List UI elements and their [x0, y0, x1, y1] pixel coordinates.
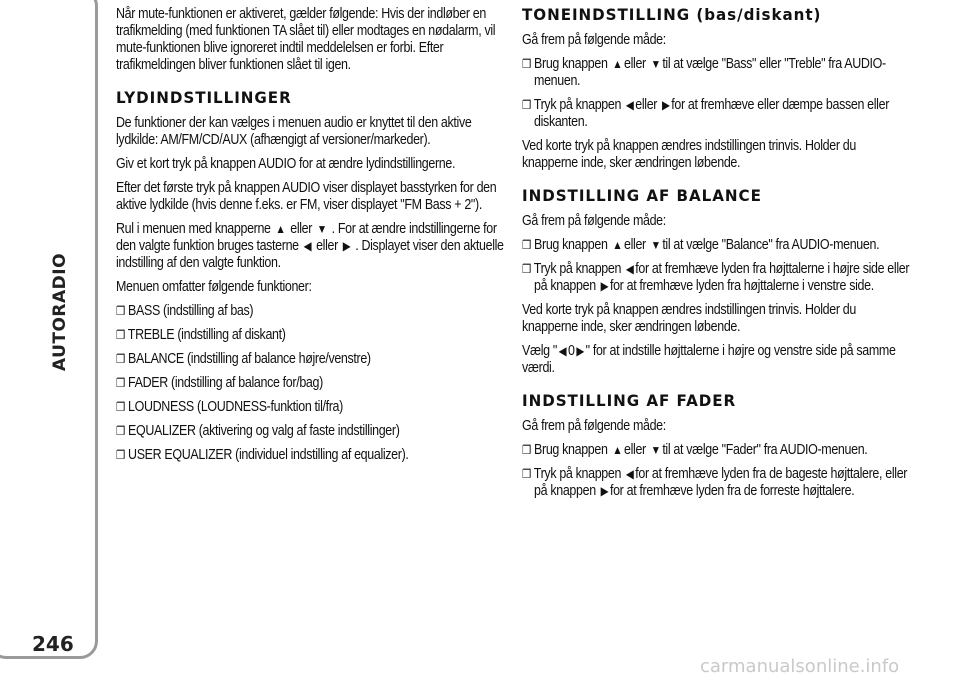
watermark: carmanualsonline.info	[700, 656, 900, 677]
text-fragment: Tryk på knappen	[533, 466, 622, 482]
list-item-text: BASS (indstilling af bas)	[128, 303, 254, 319]
checkbox-bullet-icon: ❒	[116, 304, 125, 318]
text-fragment: eller	[624, 442, 646, 458]
list-item	[522, 56, 913, 90]
text-fragment: til at vælge "Bass" eller "Treble" fra AUDIO-menuen.	[534, 56, 886, 89]
text-fragment: Brug knappen	[534, 56, 608, 72]
paragraph: Efter det første tryk på knappen AUDIO viser displayet basstyrken for den aktive lydkilde (hvis denne f.eks. er FM, viser displayet "FM Bass + 2").	[116, 180, 497, 213]
list-item-text: EQUALIZER (aktivering og valg af faste indstillinger)	[128, 423, 400, 439]
mute-paragraph: Når mute-funktionen er aktiveret, gælder følgende: Hvis der indløber en trafikmelding (med funktionen TA slået til) eller modtages en nødalarm, vil mute-funktionen blive ignoreret indtil meddelelsen er forbi. Efter trafikmeldingen bliver funktionen slået til igen.	[116, 6, 496, 73]
checkbox-bullet-icon: ❒	[116, 424, 125, 438]
checkbox-bullet-icon: ❒	[116, 328, 125, 342]
up-arrow-icon: ▲	[612, 57, 623, 71]
text-fragment: " for at indstille højttalerne i højre og venstre side på samme værdi.	[522, 343, 896, 376]
paragraph: Giv et kort tryk på knappen AUDIO for at ændre lydindstillingerne.	[116, 156, 456, 172]
list-item	[522, 466, 913, 500]
paragraph: Gå frem på følgende måde:	[522, 32, 666, 48]
text-fragment: til at vælge "Fader" fra AUDIO-menuen.	[662, 442, 868, 458]
checkbox-bullet-icon: ❒	[116, 400, 125, 414]
down-arrow-icon: ▼	[316, 222, 327, 236]
text-fragment: Vælg "	[522, 343, 557, 359]
list-item	[116, 423, 512, 440]
right-arrow-icon: ▶	[600, 279, 609, 293]
text-fragment: 0	[567, 343, 575, 359]
right-arrow-icon: ▶	[600, 484, 609, 498]
checkbox-bullet-icon: ❒	[116, 376, 125, 390]
down-arrow-icon: ▼	[650, 238, 661, 252]
down-arrow-icon: ▼	[650, 443, 661, 457]
page-number: 246	[32, 632, 74, 656]
left-arrow-icon: ◀	[558, 344, 567, 358]
text-fragment: . For at ændre indstillingerne for den valgte funktion bruges tasterne	[116, 221, 497, 254]
right-arrow-icon: ▶	[342, 239, 351, 253]
checkbox-bullet-icon: ❒	[522, 443, 531, 457]
text-fragment: . Displayet viser den aktuelle indstilling af den valgte funktion.	[116, 238, 504, 271]
left-arrow-icon: ◀	[625, 98, 634, 112]
list-item-text: TREBLE (indstilling af diskant)	[127, 327, 286, 343]
list-item	[522, 237, 913, 254]
paragraph: Ved korte tryk på knappen ændres indstillingen trinvis. Holder du knapperne inde, sker ændringen løbende.	[522, 302, 856, 335]
list-item	[522, 261, 913, 295]
list-item-text: LOUDNESS (LOUDNESS-funktion til/fra)	[128, 399, 343, 415]
text-fragment: for at fremhæve eller dæmpe bassen eller diskanten.	[534, 97, 890, 130]
text-fragment: eller	[624, 237, 646, 253]
text-fragment: for at fremhæve lyden fra højttalerne i højre side eller på knappen	[534, 261, 910, 294]
paragraph: Ved korte tryk på knappen ændres indstillingen trinvis. Holder du knapperne inde, sker ændringen løbende.	[522, 138, 856, 171]
text-fragment: eller	[316, 238, 338, 254]
text-fragment: for at fremhæve lyden fra de forreste højttalere.	[609, 483, 855, 499]
text-fragment: Tryk på knappen	[533, 261, 622, 277]
text-fragment: for at fremhæve lyden fra højttalerne i venstre side.	[609, 278, 874, 294]
checkbox-bullet-icon: ❒	[116, 352, 125, 366]
up-arrow-icon: ▲	[612, 443, 623, 457]
text-fragment: Brug knappen	[534, 442, 608, 458]
list-item	[116, 303, 512, 320]
section-heading-toneindstilling: TONEINDSTILLING (bas/diskant)	[522, 5, 822, 24]
list-item	[116, 399, 512, 416]
checkbox-bullet-icon: ❒	[522, 262, 531, 276]
checkbox-bullet-icon: ❒	[522, 467, 531, 481]
right-arrow-icon: ▶	[576, 344, 584, 358]
checkbox-bullet-icon: ❒	[116, 448, 125, 462]
left-column	[116, 6, 512, 471]
text-fragment: Tryk på knappen	[533, 97, 622, 113]
text-fragment: eller	[290, 221, 313, 237]
up-arrow-icon: ▲	[612, 238, 623, 252]
list-item	[116, 327, 512, 344]
checkbox-bullet-icon: ❒	[522, 57, 531, 71]
paragraph: Gå frem på følgende måde:	[522, 418, 666, 434]
checkbox-bullet-icon: ❒	[522, 238, 531, 252]
list-item	[116, 375, 512, 392]
right-arrow-icon: ▶	[661, 98, 670, 112]
list-item	[116, 351, 512, 368]
left-arrow-icon: ◀	[625, 467, 634, 481]
checkbox-bullet-icon: ❒	[522, 98, 531, 112]
list-item-text: USER EQUALIZER (individuel indstilling af equalizer).	[128, 447, 409, 463]
section-heading-balance: INDSTILLING AF BALANCE	[522, 186, 762, 205]
balance-center-paragraph	[522, 343, 913, 377]
left-arrow-icon: ◀	[303, 239, 312, 253]
sidebar-tab-shape	[0, 0, 98, 659]
text-fragment: til at vælge "Balance" fra AUDIO-menuen.	[662, 237, 880, 253]
text-fragment: Brug knappen	[534, 237, 608, 253]
list-item	[522, 442, 913, 459]
section-heading-fader: INDSTILLING AF FADER	[522, 391, 737, 410]
right-column	[522, 6, 913, 507]
scroll-paragraph	[116, 221, 512, 272]
sidebar	[0, 0, 97, 686]
text-fragment: Rul i menuen med knapperne	[116, 221, 271, 237]
up-arrow-icon: ▲	[275, 222, 286, 236]
left-arrow-icon: ◀	[625, 262, 634, 276]
list-item-text: BALANCE (indstilling af balance højre/venstre)	[128, 351, 371, 367]
list-item-text: FADER (indstilling af balance for/bag)	[128, 375, 323, 391]
list-item	[522, 97, 913, 131]
paragraph: Menuen omfatter følgende funktioner:	[116, 279, 312, 295]
paragraph: De funktioner der kan vælges i menuen audio er knyttet til den aktive lydkilde: AM/FM/CD/AUX (afhængigt af versioner/markeder).	[116, 115, 472, 148]
section-heading-lydindstillinger: LYDINDSTILLINGER	[116, 88, 292, 107]
paragraph: Gå frem på følgende måde:	[522, 213, 666, 229]
list-item	[116, 447, 512, 464]
down-arrow-icon: ▼	[650, 57, 661, 71]
text-fragment: eller	[635, 97, 658, 113]
section-label: AUTORADIO	[50, 252, 70, 372]
text-fragment: eller	[624, 56, 646, 72]
text-fragment: for at fremhæve lyden fra de bageste højttalere, eller på knappen	[534, 466, 908, 499]
